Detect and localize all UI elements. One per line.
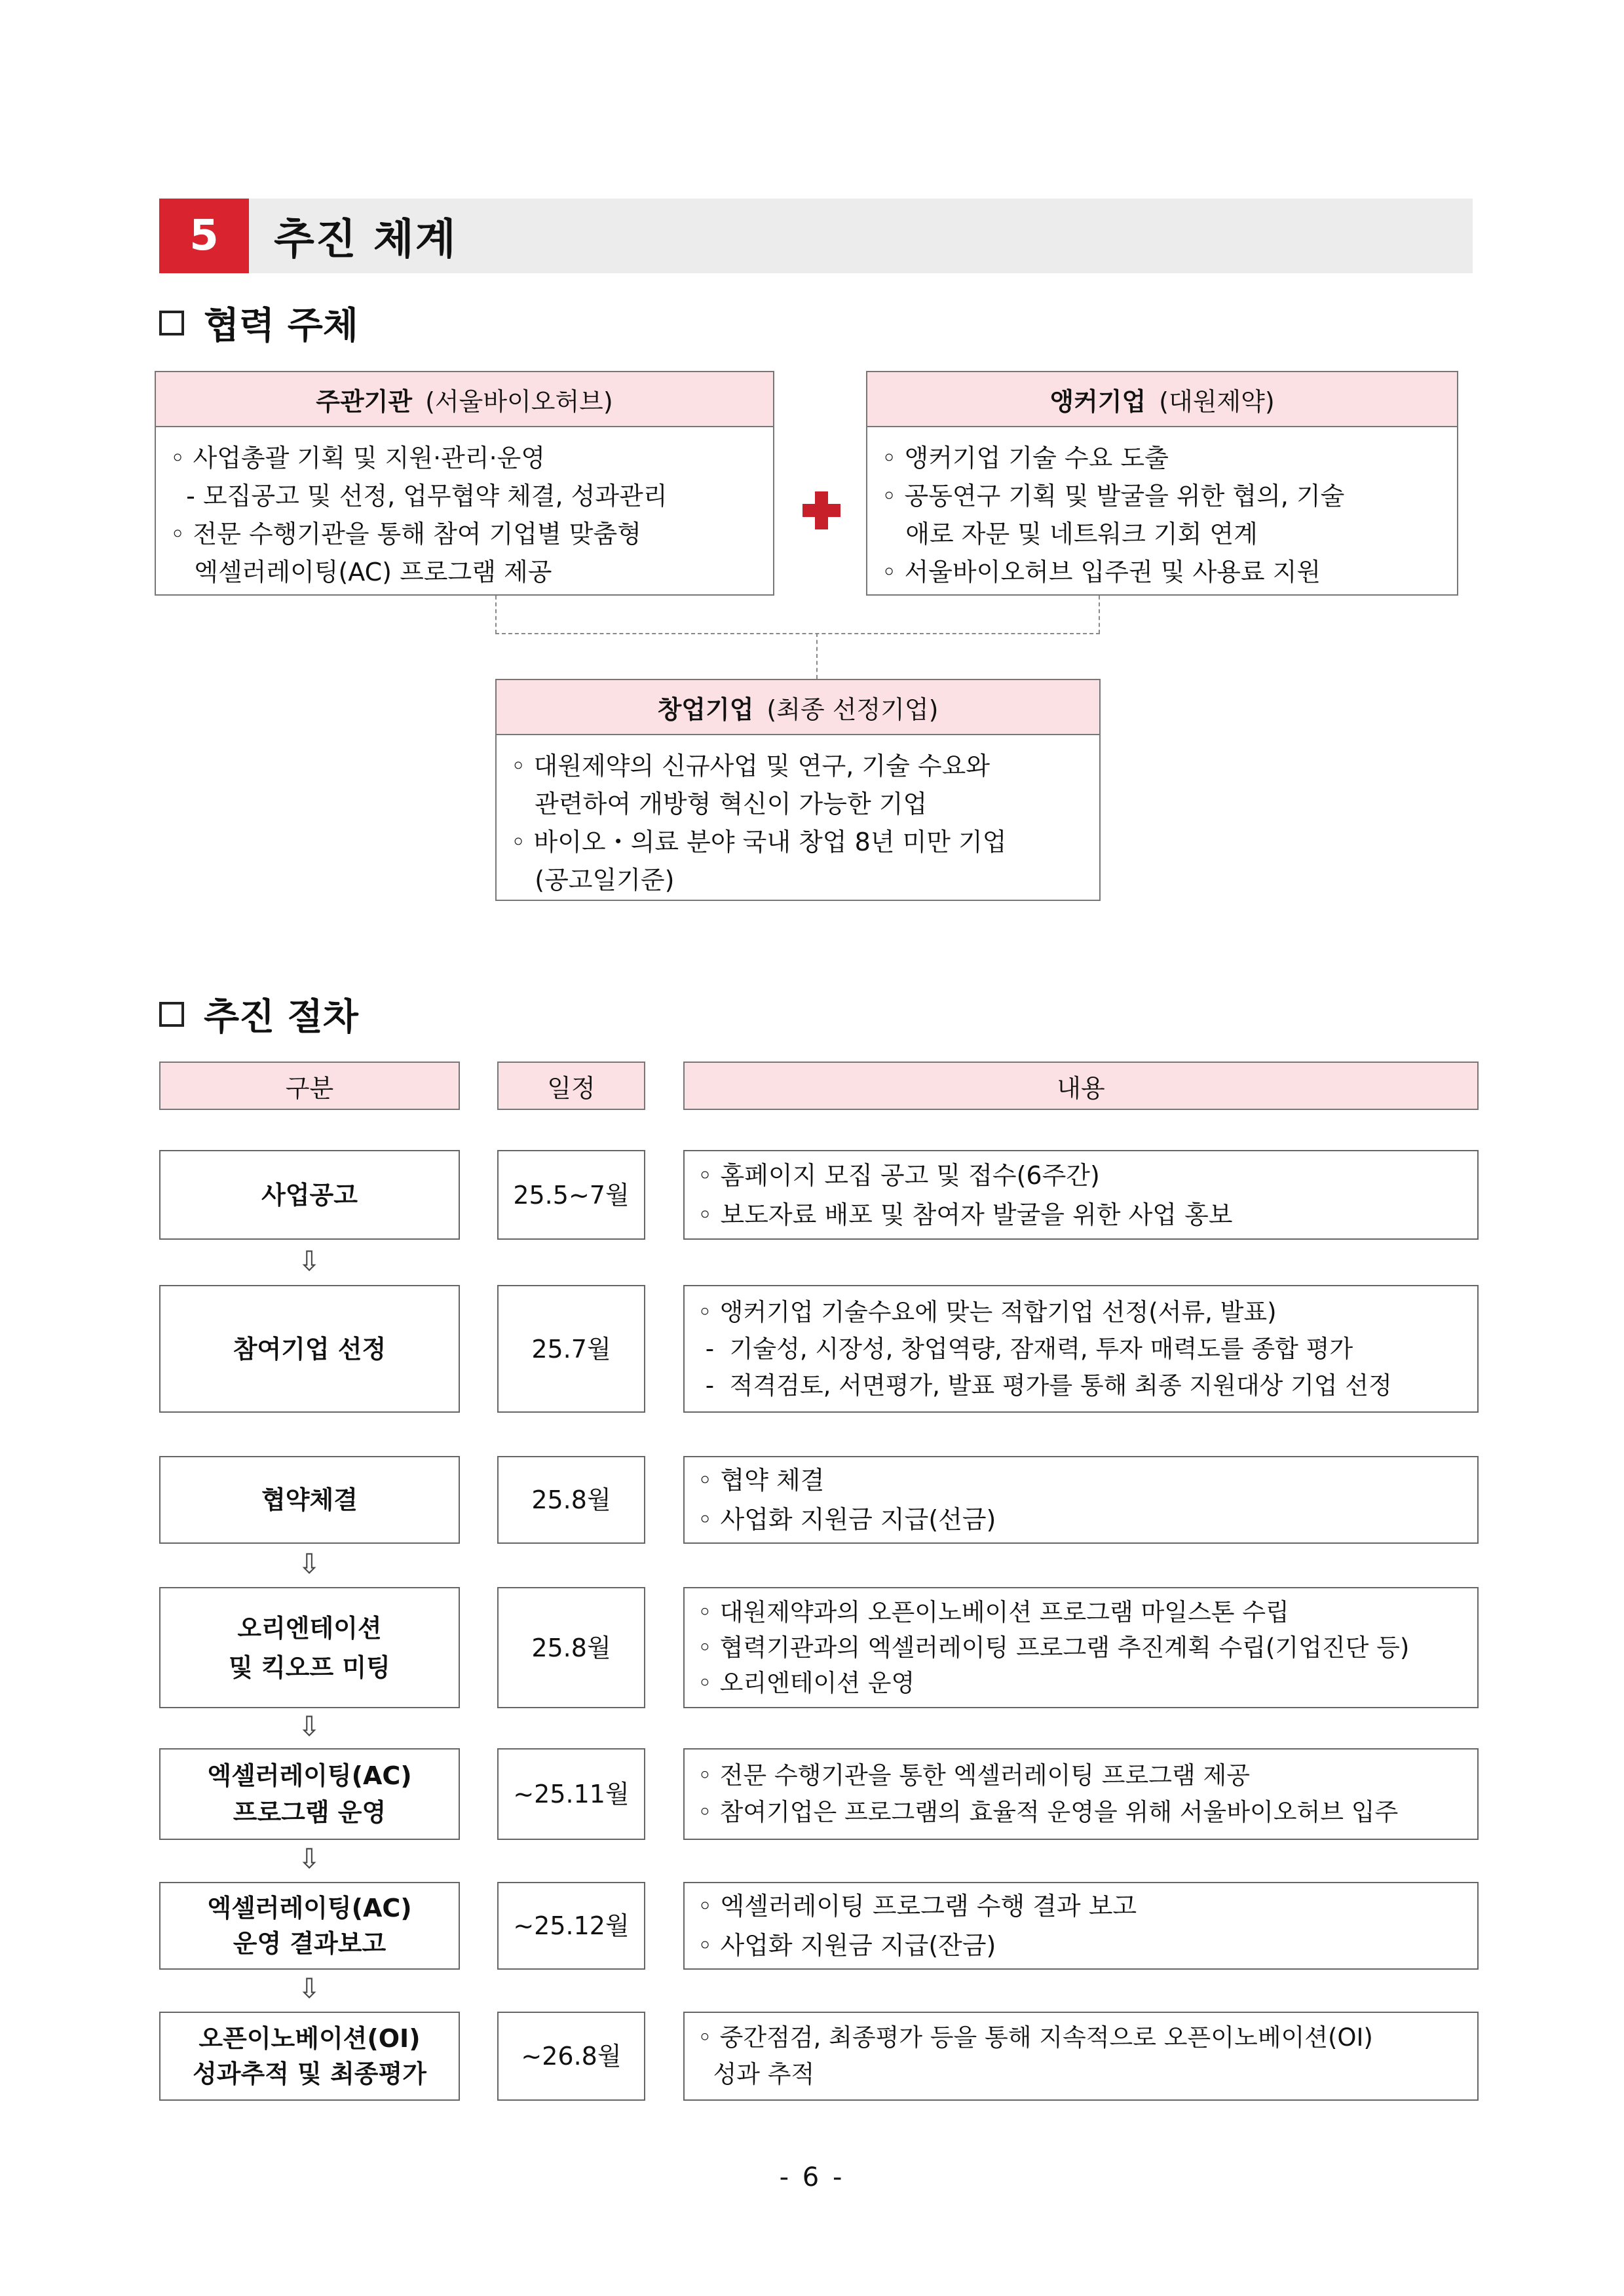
procedure-step — [159, 1456, 460, 1544]
step-label: 운영 결과보고 — [233, 1929, 387, 1958]
host-duty-line: ◦ 사업총괄 기획 및 지원·관리·운영 — [170, 444, 546, 472]
host-org-box — [155, 371, 774, 596]
anchor-org-duties — [867, 427, 1457, 591]
anchor-org-name: 앵커기업 — [1049, 387, 1146, 416]
startup-org-criteria — [497, 735, 1099, 899]
procedure-content — [683, 1882, 1479, 1970]
content-line: ◦ 중간점검, 최종평가 등을 통해 지속적으로 오픈이노베이션(OI) — [698, 2023, 1373, 2052]
host-org-header — [156, 372, 773, 427]
procedure-step — [159, 1285, 460, 1413]
content-line: ◦ 사업화 지원금 지급(선금) — [698, 1505, 996, 1534]
step-label: 참여기업 선정 — [233, 1334, 387, 1364]
procedure-schedule: 25.5~7월 — [497, 1150, 645, 1240]
procedure-step — [159, 1150, 460, 1240]
host-org-label: (서울바이오허브) — [425, 387, 613, 416]
content-line: ◦ 전문 수행기관을 통한 엑셀러레이팅 프로그램 제공 — [698, 1761, 1250, 1789]
down-arrow-icon: ⇩ — [297, 1548, 321, 1580]
checkbox-square-icon — [159, 1002, 184, 1027]
step-label: 협약체결 — [261, 1485, 358, 1514]
checkbox-square-icon — [159, 311, 184, 335]
step-label: 프로그램 운영 — [233, 1798, 387, 1827]
procedure-schedule: ~25.11월 — [497, 1748, 645, 1840]
startup-org-header — [497, 680, 1099, 735]
startup-org-box — [495, 679, 1101, 901]
connector-line — [1099, 596, 1100, 634]
startup-criteria-line: ◦ 대원제약의 신규사업 및 연구, 기술 수요와 — [511, 752, 991, 780]
partners-heading-text: 협력 주체 — [204, 305, 358, 347]
anchor-duty-line: ◦ 공동연구 기획 및 발굴을 위한 협의, 기술 — [882, 482, 1345, 510]
procedure-schedule: ~26.8월 — [497, 2012, 645, 2101]
host-duty-line: - 모집공고 및 선정, 업무협약 체결, 성과관리 — [170, 482, 668, 510]
host-org-duties — [156, 427, 773, 591]
down-arrow-icon: ⇩ — [297, 1843, 321, 1875]
anchor-duty-line: ◦ 서울바이오허브 입주권 및 사용료 지원 — [882, 558, 1321, 586]
procedure-content — [683, 1150, 1479, 1240]
plus-icon — [803, 491, 840, 529]
procedure-heading-text: 추진 절차 — [204, 996, 358, 1039]
anchor-org-box — [866, 371, 1458, 596]
step-label: 오픈이노베이션(OI) — [198, 2024, 421, 2053]
content-line: ◦ 앵커기업 기술수요에 맞는 적합기업 선정(서류, 발표) — [698, 1297, 1277, 1326]
startup-criteria-line: (공고일기준) — [511, 866, 675, 894]
host-org-name: 주관기관 — [316, 387, 413, 416]
content-line: 성과 추적 — [698, 2060, 815, 2088]
anchor-duty-line: ◦ 앵커기업 기술 수요 도출 — [882, 444, 1169, 472]
step-label: 엑셀러레이팅(AC) — [207, 1894, 412, 1923]
col-header-schedule: 일정 — [497, 1062, 645, 1110]
procedure-schedule: 25.8월 — [497, 1587, 645, 1708]
step-label: 및 킥오프 미팅 — [229, 1653, 390, 1682]
content-line: - 기술성, 시장성, 창업역량, 잠재력, 투자 매력도를 종합 평가 — [698, 1334, 1353, 1363]
partners-heading — [159, 300, 358, 346]
content-line: - 적격검토, 서면평가, 발표 평가를 통해 최종 지원대상 기업 선정 — [698, 1371, 1392, 1400]
col-header-content: 내용 — [683, 1062, 1479, 1110]
connector-line — [495, 633, 1100, 634]
procedure-step — [159, 2012, 460, 2101]
section-number: 5 — [159, 199, 249, 273]
procedure-content — [683, 1456, 1479, 1544]
down-arrow-icon: ⇩ — [297, 1245, 321, 1277]
step-label: 오리엔테이션 — [237, 1613, 382, 1643]
page-number: - 6 - — [779, 2162, 845, 2192]
host-duty-line: 엑셀러레이팅(AC) 프로그램 제공 — [170, 558, 552, 586]
startup-criteria-line: 관련하여 개방형 혁신이 가능한 기업 — [511, 790, 928, 818]
anchor-duty-line: 애로 자문 및 네트워크 기회 연계 — [882, 520, 1258, 548]
section-title: 추진 체계 — [274, 216, 457, 264]
procedure-schedule: 25.8월 — [497, 1456, 645, 1544]
procedure-heading — [159, 991, 358, 1037]
procedure-step — [159, 1882, 460, 1970]
startup-org-label: (최종 선정기업) — [766, 695, 939, 724]
anchor-org-label: (대원제약) — [1159, 387, 1275, 416]
anchor-org-header — [867, 372, 1457, 427]
procedure-content — [683, 2012, 1479, 2101]
procedure-step — [159, 1587, 460, 1708]
procedure-content — [683, 1748, 1479, 1840]
startup-org-name: 창업기업 — [657, 695, 754, 724]
procedure-schedule: 25.7월 — [497, 1285, 645, 1413]
down-arrow-icon: ⇩ — [297, 1972, 321, 2004]
content-line: ◦ 홈페이지 모집 공고 및 접수(6주간) — [698, 1160, 1100, 1190]
content-line: ◦ 엑셀러레이팅 프로그램 수행 결과 보고 — [698, 1892, 1137, 1921]
step-label: 성과추적 및 최종평가 — [193, 2059, 426, 2088]
content-line: ◦ 오리엔테이션 운영 — [698, 1668, 915, 1697]
content-line: ◦ 참여기업은 프로그램의 효율적 운영을 위해 서울바이오허브 입주 — [698, 1798, 1399, 1826]
connector-line — [495, 596, 497, 634]
startup-criteria-line: ◦ 바이오・의료 분야 국내 창업 8년 미만 기업 — [511, 828, 1007, 856]
step-label: 사업공고 — [261, 1180, 358, 1210]
procedure-step — [159, 1748, 460, 1840]
procedure-schedule: ~25.12월 — [497, 1882, 645, 1970]
down-arrow-icon: ⇩ — [297, 1710, 321, 1742]
content-line: ◦ 협약 체결 — [698, 1466, 825, 1495]
content-line: ◦ 사업화 지원금 지급(잔금) — [698, 1931, 996, 1960]
content-line: ◦ 협력기관과의 엑셀러레이팅 프로그램 추진계획 수립(기업진단 등) — [698, 1633, 1410, 1662]
procedure-content — [683, 1587, 1479, 1708]
procedure-content — [683, 1285, 1479, 1413]
connector-line — [816, 633, 818, 679]
col-header-step: 구분 — [159, 1062, 460, 1110]
step-label: 엑셀러레이팅(AC) — [207, 1761, 412, 1790]
content-line: ◦ 대원제약과의 오픈이노베이션 프로그램 마일스톤 수립 — [698, 1598, 1289, 1626]
content-line: ◦ 보도자료 배포 및 참여자 발굴을 위한 사업 홍보 — [698, 1200, 1233, 1229]
host-duty-line: ◦ 전문 수행기관을 통해 참여 기업별 맞춤형 — [170, 520, 641, 548]
